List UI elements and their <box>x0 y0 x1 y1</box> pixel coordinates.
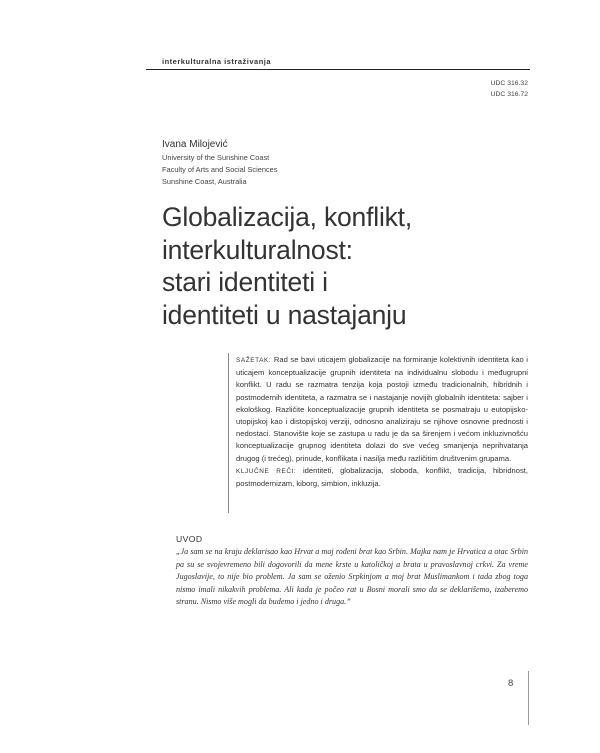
summary-text: Rad se bavi uticajem globalizacije na formiranje kolektivnih identiteta kao i uticajem konceptualizacije grupnih identiteta na individualnu slobodu i međugrupni konflikt. U radu se razmatra tenzija koja postoji između tradicionalnih, hibridnih i postmodernih identiteta, a razmatra se i nastajanje novijih globalnih identiteta: sajber i ekološkog. Različite konceptualizacije grupnih identiteta se posmatraju u eutopijsko-utopijskoj kao i distopijskoj verziji, odnosno analiziraju se njihove osnovne prednosti i nedostaci. Stanovište koje se zastupa u radu je da sa širenjem i većom inkluzivnošću konceptualizacije grupnog identiteta dolazi do sve većeg smanjenja neprihvatanja drugog (i trećeg), prinude, konflikata i nasilja među različitim društvenim grupama. <box>236 355 528 463</box>
article-title <box>162 201 412 331</box>
page-number: 8 <box>508 678 514 689</box>
header-rule <box>146 69 530 70</box>
intro-quote: „Ja sam se na kraju deklarisao kao Hrvat a moj rođeni brat kao Srbin. Majka nam je Hrvatica a otac Srbin pa su se svojevremeno bili dogovorili da mene krste u katoličkoj a brata u pravoslavnoj crkvi. Za vreme Jugoslavije, to nije bio problem. Ja sam se oženio Srpkinjom a moj brat Muslimankom i tada zbog toga nismo imali nikakvih problema. Ali kada je počeo rat u Bosni morali smo da se deklarišemo, izaberemo stranu. Nismo više mogli da budemo i jedno i druga.” <box>176 547 528 607</box>
title-line: stari identiteti i <box>162 267 328 297</box>
author-name: Ivana Milojević <box>162 139 228 150</box>
summary-label: SAŽETAK: <box>236 357 272 364</box>
affiliation-line: Sunshine Coast, Australia <box>162 177 247 186</box>
author-affiliation <box>162 152 277 188</box>
journal-section-label: interkulturalna istraživanja <box>162 57 272 66</box>
title-line: identiteti u nastajanju <box>162 299 407 330</box>
section-heading: UVOD <box>176 534 203 544</box>
author-block <box>162 139 277 188</box>
abstract <box>236 354 528 490</box>
udc-code: UDC 316.72 <box>490 91 528 98</box>
udc-codes <box>491 78 528 100</box>
udc-code: UDC 316.32 <box>490 80 528 87</box>
title-line: interkulturalnost: <box>162 234 353 265</box>
affiliation-line: Faculty of Arts and Social Sciences <box>162 165 278 174</box>
keywords-text: identiteti, globalizacija, sloboda, konflikt, tradicija, hibridnost, postmodernizam, kiborg, simbion, inkluzija. <box>236 465 528 489</box>
abstract-rule <box>228 353 229 513</box>
abstract-keywords <box>236 465 528 490</box>
abstract-summary <box>236 354 528 465</box>
affiliation-line: University of the Sunshine Coast <box>162 153 270 162</box>
keywords-label: KLJUČNE REČI: <box>236 467 297 475</box>
page-number-rule <box>528 671 529 725</box>
title-line: Globalizacija, konflikt, <box>162 202 413 232</box>
